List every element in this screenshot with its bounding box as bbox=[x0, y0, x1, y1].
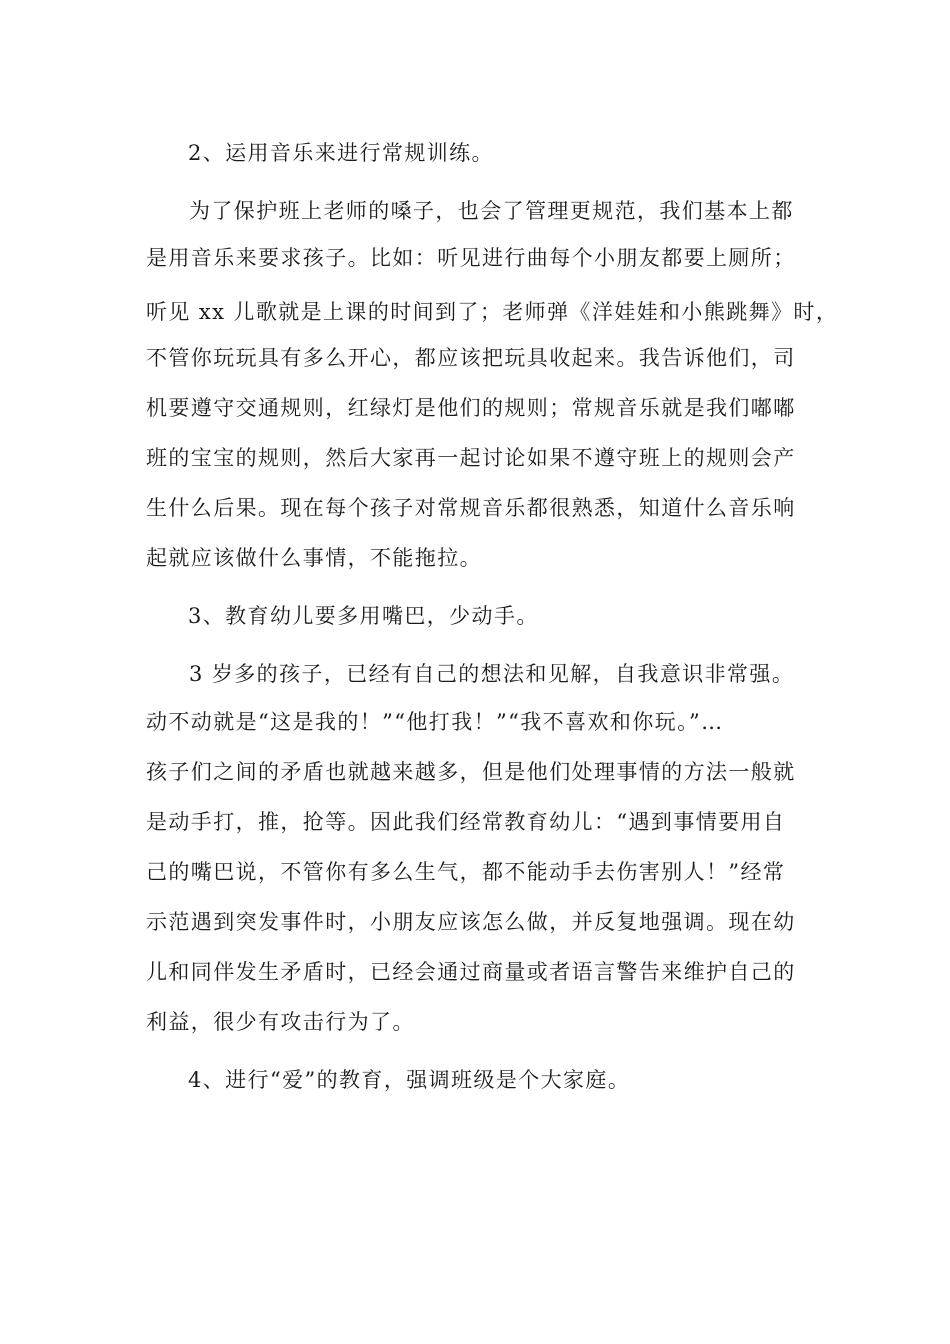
heading-section-4: 4、进行“爱”的教育，强调班级是个大家庭。 bbox=[188, 1068, 631, 1092]
paragraph-line: 动不动就是“这是我的！”“他打我！”“我不喜欢和你玩。”… bbox=[146, 710, 724, 734]
paragraph-line: 己的嘴巴说，不管你有多么生气，都不能动手去伤害别人！”经常 bbox=[146, 860, 786, 884]
paragraph-line: 班的宝宝的规则，然后大家再一起讨论如果不遵守班上的规则会产 bbox=[146, 446, 796, 470]
paragraph-line: 为了保护班上老师的嗓子，也会了管理更规范，我们基本上都 bbox=[189, 199, 794, 223]
paragraph-line: 起就应该做什么事情，不能拖拉。 bbox=[146, 546, 482, 570]
paragraph-line: 儿和同伴发生矛盾时，已经会通过商量或者语言警告来维护自己的 bbox=[146, 960, 796, 984]
paragraph-line: 孩子们之间的矛盾也就越来越多，但是他们处理事情的方法一般就 bbox=[146, 760, 796, 784]
heading-section-3: 3、教育幼儿要多用嘴巴，少动手。 bbox=[188, 604, 539, 628]
paragraph-line: 不管你玩玩具有多么开心，都应该把玩具收起来。我告诉他们，司 bbox=[146, 346, 796, 370]
paragraph-line: 是动手打，推，抢等。因此我们经常教育幼儿：“遇到事情要用自 bbox=[146, 810, 786, 834]
paragraph-line: 听见 xx 儿歌就是上课的时间到了；老师弹《洋娃娃和小熊跳舞》时， bbox=[146, 300, 839, 324]
paragraph-line: 利益，很少有攻击行为了。 bbox=[146, 1010, 415, 1034]
paragraph-line: 示范遇到突发事件时，小朋友应该怎么做，并反复地强调。现在幼 bbox=[146, 910, 796, 934]
paragraph-line: 3 岁多的孩子，已经有自己的想法和见解，自我意识非常强。 bbox=[189, 662, 795, 686]
heading-section-2: 2、运用音乐来进行常规训练。 bbox=[188, 141, 494, 165]
paragraph-line: 生什么后果。现在每个孩子对常规音乐都很熟悉，知道什么音乐响 bbox=[146, 496, 796, 520]
paragraph-line: 是用音乐来要求孩子。比如：听见进行曲每个小朋友都要上厕所； bbox=[146, 246, 796, 270]
paragraph-line: 机要遵守交通规则，红绿灯是他们的规则；常规音乐就是我们嘟嘟 bbox=[146, 396, 796, 420]
